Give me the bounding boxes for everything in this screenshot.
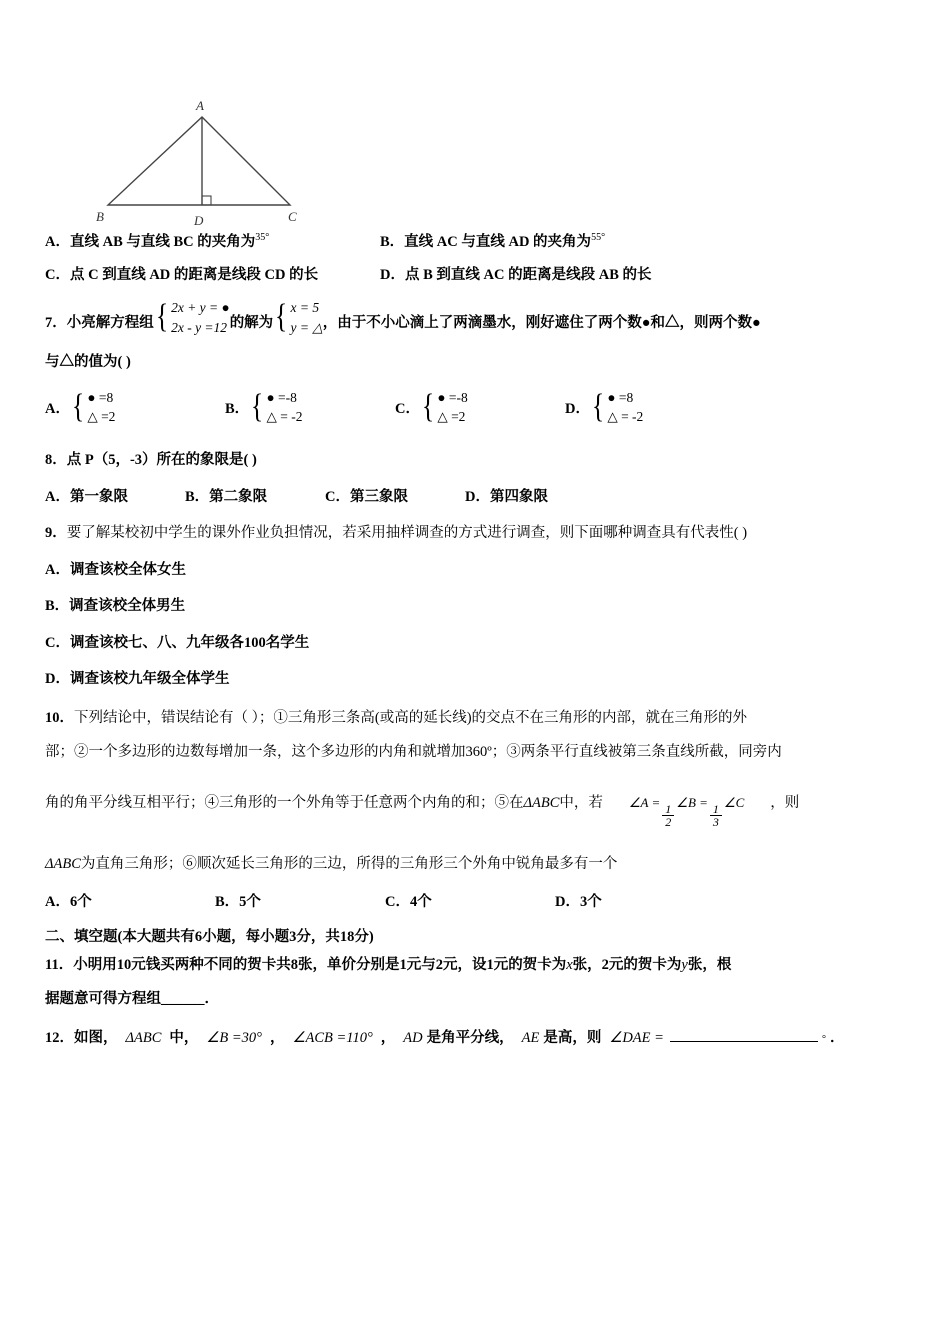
frac2-num: 1 bbox=[712, 801, 719, 816]
q12-period: ． bbox=[829, 1030, 845, 1047]
q8-option-a: A．第一象限 bbox=[45, 489, 128, 506]
q10-option-d: D．3个 bbox=[555, 893, 602, 910]
q7-lead: 小亮解方程组 bbox=[66, 315, 154, 332]
q6-option-d-text: 点 B 到直线 AC 的距离是线段 AB 的长 bbox=[404, 267, 652, 283]
q12-ad: AD bbox=[403, 1030, 423, 1047]
q6-option-a-sup: 35° bbox=[255, 232, 270, 244]
q12-t1: 中， bbox=[169, 1030, 199, 1047]
q8-option-b: B．第二象限 bbox=[185, 489, 268, 506]
q12-dae: ∠DAE = bbox=[609, 1030, 664, 1047]
q10-formula-b: ∠B = bbox=[676, 795, 708, 811]
q10-formula-c: ∠C bbox=[723, 795, 745, 811]
q10-line4-text: 为直角三角形；⑥顺次延长三角形的三边，所得的三角形三个外角中锐角最多有一个 bbox=[80, 856, 618, 873]
q7-option-a-l2: △ =2 bbox=[87, 409, 116, 425]
brace-icon: { bbox=[592, 387, 605, 425]
page-content bbox=[45, 95, 905, 1055]
q7-option-c-label: C． bbox=[395, 400, 420, 417]
brace-icon: { bbox=[275, 298, 288, 336]
q7-tail: ，由于不小心滴上了两滴墨水，刚好遮住了两个数●和△，则两个数● bbox=[322, 315, 761, 332]
q9-option-d: D．调查该校九年级全体学生 bbox=[45, 671, 230, 688]
q10-text-line1: 下列结论中，错误结论有（ ）；①三角形三条高(或高的延长线)的交点不在三角形的内部，就在三角形的外 bbox=[74, 709, 748, 726]
q6-options-row1 bbox=[45, 230, 905, 251]
brace-icon: { bbox=[72, 387, 85, 425]
section-2-title: 二、填空题(本大题共有6小题，每小题3分，共18分) bbox=[45, 928, 374, 945]
brace-icon: { bbox=[155, 298, 169, 336]
q6-option-a-label: A． bbox=[45, 234, 70, 250]
q8-option-c: C．第三象限 bbox=[325, 489, 408, 506]
q10-option-a: A．6个 bbox=[45, 893, 92, 910]
q7-option-b-system bbox=[249, 388, 302, 427]
q10-number: 10． bbox=[45, 709, 74, 726]
q7-system-1 bbox=[154, 298, 230, 337]
q12-t5: 是高，则 bbox=[543, 1030, 602, 1047]
q10-line3-triangle bbox=[524, 795, 560, 812]
brace-icon: { bbox=[251, 387, 264, 425]
q8-options bbox=[45, 485, 905, 506]
q12-triangle: ΔABC bbox=[125, 1030, 162, 1047]
q6-option-b-sup: 55° bbox=[591, 232, 606, 244]
q11-var-x: x bbox=[566, 956, 573, 973]
svg-text:C: C bbox=[288, 209, 297, 224]
q7-option-c-l2: △ =2 bbox=[437, 409, 466, 425]
q10-line4 bbox=[45, 853, 905, 875]
q6-option-b-text: 直线 AC 与直线 AD 的夹角为 bbox=[404, 234, 592, 250]
q11-line1 bbox=[45, 954, 905, 976]
q7-sys1-line2: 2x - y =12 bbox=[171, 319, 228, 335]
q6-option-a-text: 直线 AB 与直线 BC 的夹角为 bbox=[69, 234, 256, 250]
q12-angle-acb: ∠ACB =110° bbox=[292, 1030, 373, 1047]
svg-text:A: A bbox=[196, 98, 204, 113]
q10-formula-a: ∠A = bbox=[628, 795, 661, 811]
q12-t3: ， bbox=[380, 1030, 396, 1047]
q12-number: 12． bbox=[45, 1030, 74, 1047]
q7-option-b-label: B． bbox=[225, 400, 250, 417]
q7-statement bbox=[45, 298, 905, 337]
q7-option-d-l1: ● =8 bbox=[607, 389, 634, 405]
q10-line2: 部；②一个多边形的边数每增加一条，这个多边形的内角和就增加360º；③两条平行直线被第三条直线所截，同旁内 bbox=[45, 744, 782, 760]
q11-number: 11． bbox=[45, 956, 74, 973]
q8-text: 点 P（5，-3）所在的象限是( ) bbox=[66, 451, 257, 468]
q9-option-c: C．调查该校七、八、九年级各100名学生 bbox=[45, 634, 310, 651]
q6-option-c-text: 点 C 到直线 AD 的距离是线段 CD 的长 bbox=[69, 267, 319, 283]
q7-option-c-l1: ● =-8 bbox=[437, 389, 468, 405]
q7-option-d-l2: △ = -2 bbox=[607, 409, 644, 425]
q6-option-c-label: C． bbox=[45, 267, 70, 283]
q7-number: 7． bbox=[45, 315, 67, 332]
q7-sys2-line2: y = △ bbox=[290, 319, 323, 335]
frac2-den: 3 bbox=[710, 815, 722, 829]
q12-t4: 是角平分线， bbox=[426, 1030, 514, 1047]
q7-system-2 bbox=[273, 298, 323, 337]
frac1-den: 2 bbox=[662, 815, 674, 829]
q10-option-b: B．5个 bbox=[215, 893, 261, 910]
q7-option-d-label: D． bbox=[565, 400, 590, 417]
q10-line3-post: ，则 bbox=[770, 795, 800, 812]
q9-text: 要了解某校初中学生的课外作业负担情况，若采用抽样调查的方式进行调查，则下面哪种调查具有代表性( ) bbox=[66, 525, 748, 542]
q10-line4-triangle: ΔABC bbox=[45, 856, 81, 873]
brace-icon: { bbox=[422, 387, 435, 425]
q9-option-a: A．调查该校全体女生 bbox=[45, 561, 186, 578]
q7-option-a-system bbox=[70, 388, 115, 427]
q12-statement bbox=[45, 1026, 905, 1047]
q7-option-d-system bbox=[590, 388, 643, 427]
q12-answer-blank[interactable] bbox=[670, 1027, 818, 1043]
q7-statement-line2: 与△的值为( ) bbox=[45, 354, 131, 371]
fraction-one-third bbox=[710, 803, 722, 829]
q12-ae: AE bbox=[521, 1030, 540, 1047]
q10-tri-label: ΔABC bbox=[523, 795, 560, 812]
q8-number: 8． bbox=[45, 451, 67, 468]
q9-number: 9． bbox=[45, 525, 67, 542]
q10-line1 bbox=[45, 707, 905, 729]
q10-line3-mid: 中，若 bbox=[559, 795, 603, 812]
q9-statement bbox=[45, 522, 905, 544]
q6-option-b-label: B． bbox=[380, 234, 405, 250]
q12-lead: 如图， bbox=[74, 1030, 118, 1047]
triangle-figure bbox=[90, 95, 905, 230]
q7-option-a-label: A． bbox=[45, 400, 70, 417]
fraction-one-half bbox=[662, 803, 674, 829]
q12-degree: ° bbox=[821, 1034, 826, 1046]
q6-option-d-label: D． bbox=[380, 267, 405, 283]
q7-mid: 的解为 bbox=[229, 315, 274, 332]
q7-sys1-line1: 2x + y = ● bbox=[171, 300, 230, 315]
q7-option-b-l1: ● =-8 bbox=[266, 389, 297, 405]
q10-line3 bbox=[45, 791, 905, 829]
q8-option-d: D．第四象限 bbox=[465, 489, 548, 506]
svg-text:B: B bbox=[96, 209, 104, 224]
q7-sys2-line1: x = 5 bbox=[290, 300, 320, 315]
q7-option-a-l1: ● =8 bbox=[87, 389, 114, 405]
frac1-num: 1 bbox=[665, 801, 672, 816]
svg-text:D: D bbox=[194, 213, 204, 228]
q11-text-c: 张，根 bbox=[687, 956, 732, 973]
q12-t2: ， bbox=[269, 1030, 285, 1047]
q12-angle-b: ∠B =30° bbox=[206, 1030, 262, 1047]
q11-var-y: y bbox=[681, 956, 688, 973]
triangle-abc-svg bbox=[90, 95, 320, 230]
q11-text-b: 张，2元的贺卡为 bbox=[572, 956, 682, 973]
q10-options bbox=[45, 890, 905, 911]
q7-options bbox=[45, 388, 905, 427]
q9-option-b: B．调查该校全体男生 bbox=[45, 598, 186, 615]
q11-text-a: 小明用10元钱买两种不同的贺卡共8张，单价分别是1元与2元，设1元的贺卡为 bbox=[73, 956, 567, 973]
q11-line2: 据题意可得方程组______． bbox=[45, 990, 219, 1007]
q8-statement bbox=[45, 449, 905, 471]
q10-option-c: C．4个 bbox=[385, 893, 432, 910]
q10-formula bbox=[629, 795, 744, 829]
q6-options-row2 bbox=[45, 263, 905, 284]
q10-line3-pre: 角的角平分线互相平行；④三角形的一个外角等于任意两个内角的和；⑤在 bbox=[45, 795, 524, 812]
q7-option-c-system bbox=[420, 388, 468, 427]
q7-option-b-l2: △ = -2 bbox=[266, 409, 303, 425]
